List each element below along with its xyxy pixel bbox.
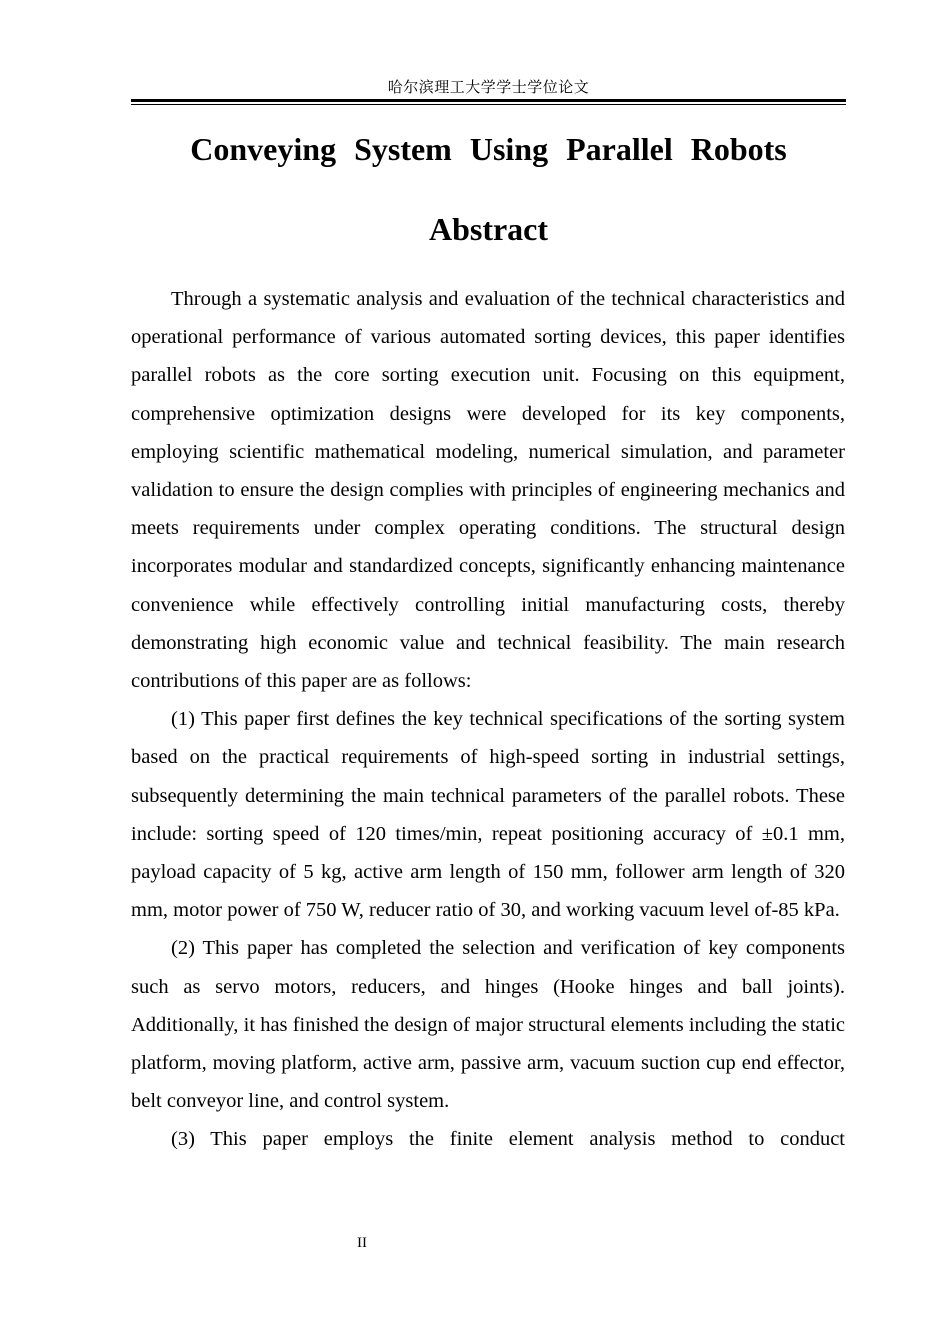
running-header: 哈尔滨理工大学学士学位论文 (387, 80, 590, 96)
abstract-paragraph-contribution-2: (2) This paper has completed the selection and verification of key components such as servo motors, reducers, and hinges (Hooke hinges and ball joints). Additionally, it has finished the design of major structural elements including the static platform, moving platform, active arm, passive arm, vacuum suction cup end effector, belt conveyor line, and control system. (131, 937, 845, 1113)
header-rule-thin (131, 104, 846, 105)
abstract-paragraph-contribution-3: (3) This paper employs the finite element analysis method to conduct (171, 1128, 845, 1151)
abstract-heading: Abstract (428, 211, 549, 247)
paper-title: Conveying System Using Parallel Robots (190, 131, 787, 167)
abstract-body (131, 280, 845, 1159)
header-rule-thick (131, 99, 846, 102)
header-double-rule (131, 99, 846, 107)
abstract-paragraph-intro: Through a systematic analysis and evaluation of the technical characteristics and operational performance of various automated sorting devices, this paper identifies parallel robots as the core sorting execution unit. Focusing on this equipment, comprehensive optimization designs were developed for its key components, employing scientific mathematical modeling, numerical simulation, and parameter validation to ensure the design complies with principles of engineering mechanics and meets requirements under complex operating conditions. The structural design incorporates modular and standardized concepts, significantly enhancing maintenance convenience while effectively controlling initial manufacturing costs, thereby demonstrating high economic value and technical feasibility. The main research contributions of this paper are as follows: (131, 288, 845, 693)
page-number: II (357, 1235, 367, 1251)
abstract-paragraph-contribution-1: (1) This paper first defines the key technical specifications of the sorting system based on the practical requirements of high-speed sorting in industrial settings, subsequently determining the main technical parameters of the parallel robots. These include: sorting speed of 120 times/min, repeat positioning accuracy of ±0.1 mm, payload capacity of 5 kg, active arm length of 150 mm, follower arm length of 320 mm, motor power of 750 W, reducer ratio of 30, and working vacuum level of-85 kPa. (131, 708, 845, 922)
